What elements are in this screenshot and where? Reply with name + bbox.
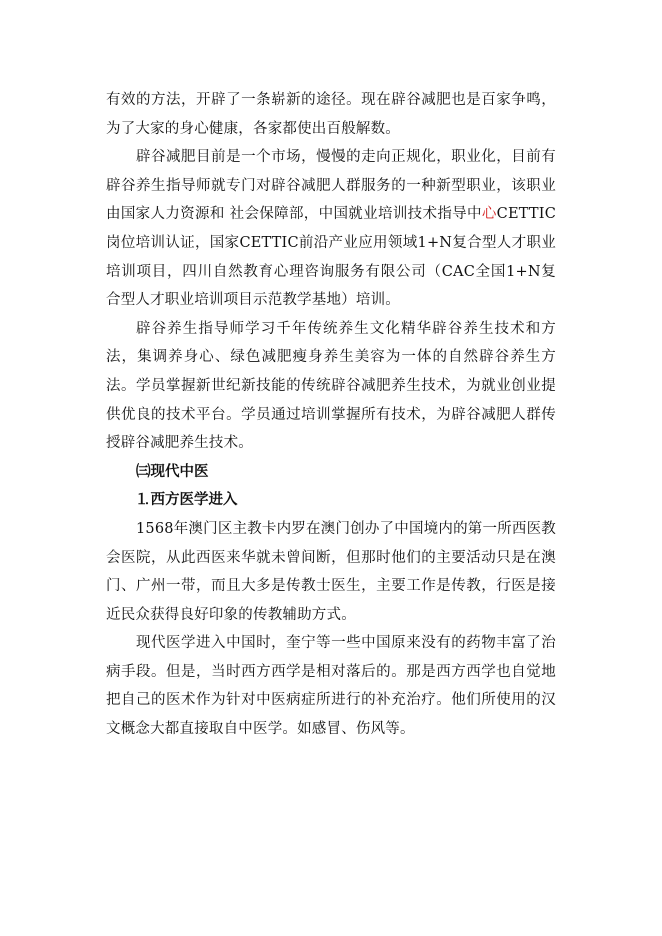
paragraph-bigu-market bbox=[106, 143, 556, 315]
paragraph-intro: 有效的方法，开辟了一条崭新的途径。现在辟谷减肥也是百家争鸣，为了大家的身心健康，各家都使出百般解数。 bbox=[106, 92, 556, 137]
paragraph-bigu-market-text-2: CETTIC岗位培训认证，国家CETTIC前沿产业应用领域1+N复合型人才职业培训项目，四川自然教育心理咨询服务有限公司（CAC全国1+N复合型人才职业培训项目示范教学基地）培训。 bbox=[106, 206, 556, 309]
subsection-heading-western-medicine: ⒈西方医学进入 bbox=[136, 491, 238, 509]
paragraph-modern-medicine: 现代医学进入中国时，奎宁等一些中国原来没有的药物丰富了治病手段。但是，当时西方西学是相对落后的。那是西方西学也自觉地把自己的医术作为针对中医病症所进行的补充治疗。他们所使用的汉文概念大都直接取自中医学。如感冒、伤风等。 bbox=[106, 635, 556, 738]
paragraph-bigu-market-text-1: 辟谷减肥目前是一个市场，慢慢的走向正规化，职业化，目前有辟谷养生指导师就专门对辟谷减肥人群服务的一种新型职业，该职业由国家人力资源和 社会保障部，中国就业培训技术指导中 bbox=[106, 149, 556, 223]
paragraph-bigu-instructor: 辟谷养生指导师学习千年传统养生文化精华辟谷养生技术和方法，集调养身心、绿色减肥瘦身养生美容为一体的自然辟谷养生方法。学员掌握新世纪新技能的传统辟谷减肥养生技术，为就业创业提供优良的技术平台。学员通过培训掌握所有技术，为辟谷减肥人群传授辟谷减肥养生技术。 bbox=[106, 320, 556, 452]
section-heading-modern-tcm: ㈢现代中医 bbox=[136, 462, 209, 480]
highlighted-character: 心 bbox=[481, 206, 497, 223]
paragraph-macau-hospital: 1568年澳门区主教卡内罗在澳门创办了中国境内的第一所西医教会医院，从此西医来华就未曾间断，但那时他们的主要活动只是在澳门、广州一带，而且大多是传教士医生，主要工作是传教，行医是接近民众获得良好印象的传教辅助方式。 bbox=[106, 520, 556, 623]
document-body bbox=[106, 86, 556, 744]
